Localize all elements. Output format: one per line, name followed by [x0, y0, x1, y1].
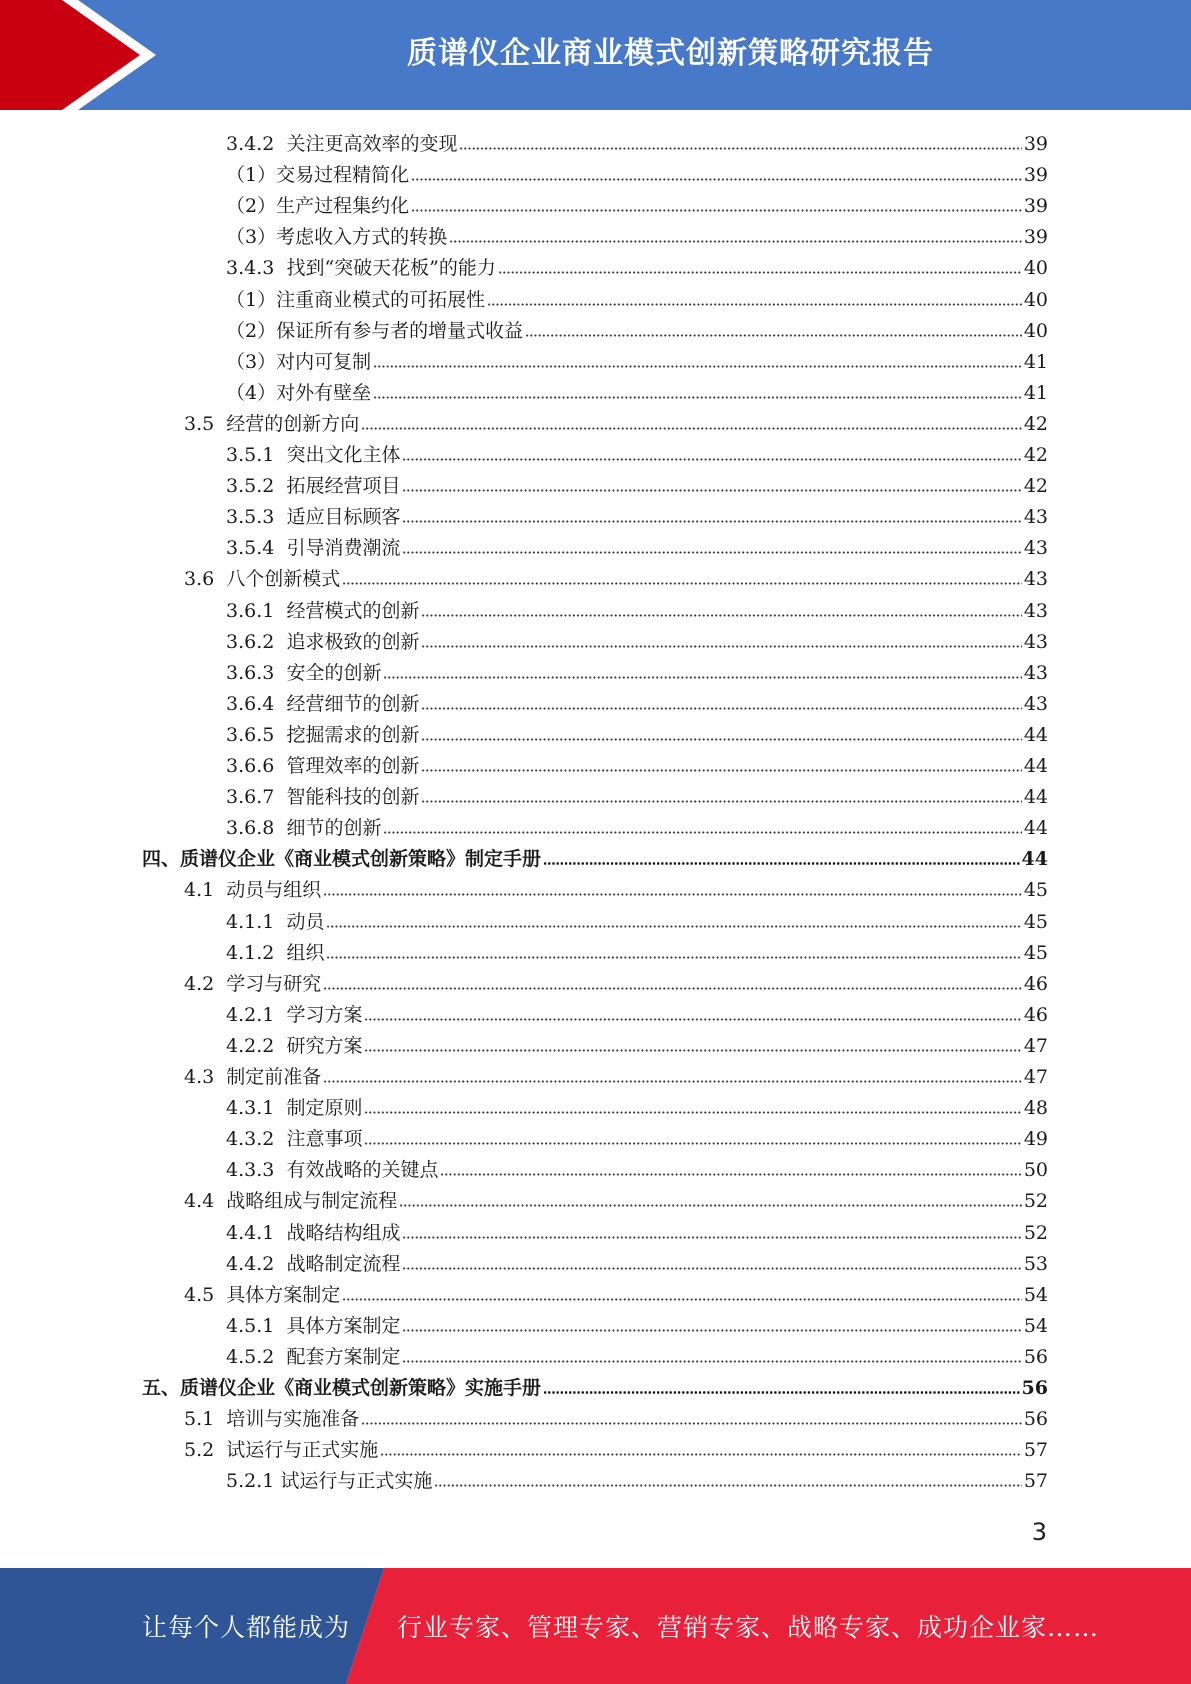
toc-entry[interactable]	[226, 688, 1048, 719]
toc-dot-leader	[411, 209, 1022, 212]
footer-slogan-left: 让每个人都能成为	[142, 1613, 351, 1642]
toc-dot-leader	[525, 334, 1022, 337]
toc-entry-title: 注重商业模式的可拓展性	[276, 288, 486, 311]
toc-entry-page: 42	[1023, 444, 1048, 466]
toc-entry-title: 安全的创新	[286, 661, 382, 684]
toc-entry-page: 43	[1023, 661, 1048, 684]
toc-entry-title: 试运行与正式实施	[226, 1439, 379, 1462]
toc-entry-page: 44	[1023, 723, 1048, 746]
toc-entry-number: 4.2.2	[226, 1034, 287, 1057]
toc-entry-title: 组织	[286, 941, 325, 964]
toc-dot-leader	[323, 1080, 1022, 1083]
toc-dot-leader	[421, 738, 1021, 741]
toc-entry-title: 细节的创新	[286, 817, 382, 840]
toc-dot-leader	[361, 427, 1022, 430]
toc-entry-page: 44	[1021, 848, 1048, 871]
toc-entry-title: 学习与研究	[226, 972, 322, 995]
toc-entry-title: 研究方案	[286, 1034, 363, 1057]
toc-entry[interactable]	[226, 439, 1048, 470]
toc-entry-page: 54	[1023, 1283, 1048, 1306]
toc-entry[interactable]	[142, 843, 1048, 874]
toc-entry-number: 4.3.1	[226, 1097, 287, 1120]
toc-entry-title: 培训与实施准备	[226, 1408, 360, 1431]
page-header	[0, 0, 1191, 110]
toc-entry-title: 学习方案	[286, 1003, 363, 1026]
toc-entry-title: 考虑收入方式的转换	[276, 226, 448, 249]
toc-entry-number: 3.6.7	[226, 786, 287, 809]
toc-entry-title: 拓展经营项目	[286, 475, 401, 498]
toc-entry-title: 具体方案制定	[226, 1283, 341, 1306]
toc-dot-leader	[326, 956, 1021, 959]
toc-dot-leader	[440, 1173, 1021, 1176]
toc-entry[interactable]	[226, 1092, 1048, 1123]
toc-entry-page: 52	[1023, 1190, 1048, 1213]
toc-entry[interactable]	[184, 408, 1048, 439]
toc-entry-page: 42	[1023, 475, 1048, 498]
toc-entry-page: 43	[1023, 506, 1048, 529]
toc-entry[interactable]	[184, 968, 1048, 999]
toc-entry-page: 42	[1023, 412, 1048, 435]
toc-entry-number: 5.2	[184, 1439, 227, 1462]
toc-dot-leader	[323, 987, 1022, 990]
toc-entry-title: 制定原则	[286, 1097, 363, 1120]
toc-entry-number: 4.2	[184, 972, 227, 995]
toc-dot-leader	[402, 1329, 1021, 1332]
toc-entry-number: 3.6.3	[226, 661, 287, 684]
toc-entry-page: 48	[1023, 1097, 1048, 1120]
toc-entry-title: 战略制定流程	[286, 1252, 401, 1275]
toc-entry-page: 57	[1023, 1439, 1048, 1462]
toc-entry-page: 45	[1023, 941, 1048, 964]
page-number: 3	[1031, 1518, 1047, 1546]
toc-entry-page: 45	[1023, 879, 1048, 902]
toc-dot-leader	[449, 240, 1022, 243]
toc-entry-number: 4.4.2	[226, 1252, 287, 1275]
toc-dot-leader	[383, 831, 1021, 834]
toc-entry-title: 有效战略的关键点	[286, 1159, 439, 1182]
toc-entry-page: 46	[1023, 1003, 1048, 1026]
toc-entry-page: 49	[1023, 1128, 1048, 1151]
toc-entry-title: 动员与组织	[226, 879, 322, 902]
toc-entry-number: 3.6.2	[226, 630, 287, 653]
toc-entry-page: 41	[1023, 350, 1048, 373]
toc-entry-number: 3.6.8	[226, 817, 287, 840]
toc-entry-page: 44	[1023, 817, 1048, 840]
toc-entry[interactable]	[226, 252, 1048, 283]
toc-entry-number: 5.2.1	[226, 1470, 281, 1493]
toc-entry-page: 43	[1023, 599, 1048, 622]
toc-entry[interactable]	[226, 221, 1048, 252]
toc-entry-page: 39	[1023, 164, 1048, 187]
toc-entry-title: 经营细节的创新	[286, 692, 420, 715]
toc-dot-leader	[364, 1018, 1021, 1021]
toc-entry-number: （3）	[226, 226, 277, 249]
toc-entry[interactable]	[226, 1123, 1048, 1154]
toc-entry[interactable]	[226, 812, 1048, 843]
toc-entry-title: 经营的创新方向	[226, 412, 360, 435]
toc-entry-number: 3.4.2	[226, 133, 287, 155]
toc-entry-page: 43	[1023, 537, 1048, 560]
toc-entry[interactable]	[226, 626, 1048, 657]
toc-entry-page: 46	[1023, 972, 1048, 995]
toc-entry-number: （3）	[226, 350, 277, 373]
toc-entry-number: 3.5.1	[226, 444, 287, 466]
toc-entry-title: 对内可复制	[276, 350, 372, 373]
toc-entry-title: 挖掘需求的创新	[286, 723, 420, 746]
toc-dot-leader	[411, 178, 1022, 181]
toc-entry[interactable]	[226, 1030, 1048, 1061]
toc-entry-number: 3.6.6	[226, 755, 287, 777]
toc-entry[interactable]	[226, 1154, 1048, 1185]
toc-entry-page: 39	[1023, 133, 1048, 155]
toc-dot-leader	[402, 489, 1021, 492]
toc-entry-page: 40	[1023, 288, 1048, 311]
footer-slogan-right: 行业专家、管理专家、营销专家、战略专家、成功企业家……	[397, 1613, 1100, 1642]
toc-entry[interactable]	[226, 190, 1048, 221]
toc-dot-leader	[364, 1142, 1021, 1145]
toc-entry-page: 41	[1023, 381, 1048, 404]
toc-dot-leader	[383, 676, 1021, 679]
toc-entry[interactable]	[226, 657, 1048, 688]
toc-dot-leader	[342, 582, 1022, 585]
toc-entry[interactable]	[184, 874, 1048, 905]
toc-entry[interactable]	[226, 906, 1048, 937]
toc-entry-page: 45	[1023, 910, 1048, 933]
toc-entry-title: 生产过程集约化	[276, 195, 410, 218]
toc-dot-leader	[361, 1422, 1022, 1425]
toc-entry[interactable]	[226, 346, 1048, 377]
toc-entry[interactable]	[226, 1465, 1048, 1496]
toc-dot-leader	[421, 769, 1021, 772]
toc-entry-number: 4.2.1	[226, 1003, 287, 1026]
toc-entry-page: 43	[1023, 568, 1048, 591]
toc-entry-page: 40	[1023, 319, 1048, 342]
toc-entry-page: 56	[1023, 1408, 1048, 1431]
toc-dot-leader	[459, 147, 1021, 150]
toc-entry-page: 43	[1023, 692, 1048, 715]
toc-entry-number: （2）	[226, 319, 277, 342]
toc-entry-page: 54	[1023, 1314, 1048, 1337]
toc-dot-leader	[402, 1267, 1021, 1270]
toc-entry-number: 4.3.2	[226, 1128, 287, 1151]
toc-entry-number: 4.1.2	[226, 941, 287, 964]
toc-entry-title: 质谱仪企业《商业模式创新策略》制定手册	[180, 848, 542, 871]
report-title: 质谱仪企业商业模式创新策略研究报告	[407, 36, 934, 71]
toc-entry[interactable]	[226, 1217, 1048, 1248]
toc-dot-leader	[402, 520, 1021, 523]
toc-dot-leader	[326, 925, 1021, 928]
toc-entry-number: 4.3	[184, 1066, 227, 1088]
toc-entry-number: （1）	[226, 164, 277, 187]
toc-entry[interactable]	[226, 1341, 1048, 1372]
toc-entry-title: 质谱仪企业《商业模式创新策略》实施手册	[180, 1377, 542, 1399]
toc-entry-title: 配套方案制定	[286, 1345, 401, 1368]
toc-entry-number: 3.5.4	[226, 537, 287, 560]
toc-dot-leader	[421, 614, 1021, 617]
toc-entry[interactable]	[226, 159, 1048, 190]
toc-dot-leader	[421, 800, 1021, 803]
toc-entry-title: 注意事项	[286, 1128, 363, 1151]
toc-entry[interactable]	[226, 1248, 1048, 1279]
toc-entry[interactable]	[184, 563, 1048, 594]
toc-entry-number: 3.6.1	[226, 599, 287, 622]
toc-entry-number: 3.5	[184, 412, 227, 435]
toc-entry[interactable]	[226, 501, 1048, 532]
toc-entry[interactable]	[184, 1279, 1048, 1310]
toc-entry-page: 47	[1023, 1034, 1048, 1057]
toc-entry-number: （1）	[226, 288, 277, 311]
toc-entry[interactable]	[226, 595, 1048, 626]
toc-entry-page: 50	[1023, 1159, 1048, 1182]
toc-dot-leader	[364, 1049, 1021, 1052]
toc-entry-number: 4.5.2	[226, 1345, 287, 1368]
toc-entry-number: （4）	[226, 381, 277, 404]
toc-dot-leader	[342, 1298, 1022, 1301]
toc-dot-leader	[402, 1236, 1021, 1239]
toc-entry-title: 动员	[286, 910, 325, 933]
toc-dot-leader	[373, 365, 1022, 368]
toc-entry-title: 关注更高效率的变现	[286, 133, 458, 155]
toc-entry-number: 四、	[142, 848, 181, 871]
toc-entry[interactable]	[226, 315, 1048, 346]
toc-entry-number: 4.4.1	[226, 1221, 287, 1244]
toc-entry-number: 4.4	[184, 1190, 227, 1213]
toc-dot-leader	[402, 551, 1021, 554]
toc-entry-title: 经营模式的创新	[286, 599, 420, 622]
toc-entry-page: 52	[1023, 1221, 1048, 1244]
toc-entry-title: 追求极致的创新	[286, 630, 420, 653]
toc-entry[interactable]	[184, 1434, 1048, 1465]
toc-dot-leader	[323, 893, 1022, 896]
toc-dot-leader	[364, 1111, 1021, 1114]
toc-entry-page: 56	[1021, 1377, 1048, 1399]
toc-dot-leader	[498, 271, 1022, 274]
toc-entry[interactable]	[226, 377, 1048, 408]
toc-entry-title: 战略结构组成	[286, 1221, 401, 1244]
toc-entry[interactable]	[226, 719, 1048, 750]
toc-entry[interactable]	[226, 470, 1048, 501]
toc-entry-title: 制定前准备	[226, 1066, 322, 1088]
toc-entry-number: 4.5	[184, 1283, 227, 1306]
toc-entry-title: 交易过程精简化	[276, 164, 410, 187]
toc-entry-page: 53	[1023, 1252, 1048, 1275]
toc-entry-number: 3.6	[184, 568, 227, 591]
toc-entry[interactable]	[226, 999, 1048, 1030]
toc-entry-number: 3.5.3	[226, 506, 287, 529]
toc-entry[interactable]	[184, 1185, 1048, 1216]
toc-entry[interactable]	[142, 1372, 1048, 1403]
toc-entry[interactable]	[226, 937, 1048, 968]
toc-entry[interactable]	[184, 1061, 1048, 1092]
toc-entry-title: 具体方案制定	[286, 1314, 401, 1337]
toc-entry-title: 试运行与正式实施	[280, 1470, 433, 1493]
toc-dot-leader	[543, 1391, 1020, 1394]
toc-entry-number: 4.1.1	[226, 910, 287, 933]
toc-entry-title: 智能科技的创新	[286, 786, 420, 809]
toc-entry[interactable]	[226, 284, 1048, 315]
toc-dot-leader	[380, 1453, 1022, 1456]
toc-entry-title: 适应目标顾客	[286, 506, 401, 529]
toc-entry-number: 3.4.3	[226, 257, 287, 280]
toc-entry[interactable]	[226, 1310, 1048, 1341]
toc-entry-number: 3.6.5	[226, 723, 287, 746]
toc-dot-leader	[402, 458, 1021, 461]
toc-entry-title: 对外有壁垒	[276, 381, 372, 404]
toc-entry-title: 突出文化主体	[286, 444, 401, 466]
toc-dot-leader	[402, 1360, 1021, 1363]
toc-entry-number: 4.5.1	[226, 1314, 287, 1337]
toc-entry-page: 40	[1023, 257, 1048, 280]
toc-entry-number: 3.5.2	[226, 475, 287, 498]
toc-dot-leader	[421, 707, 1021, 710]
toc-entry-number: 4.3.3	[226, 1159, 287, 1182]
toc-entry[interactable]	[226, 750, 1048, 781]
toc-entry-title: 八个创新模式	[226, 568, 341, 591]
toc-entry-page: 44	[1023, 786, 1048, 809]
toc-entry-page: 47	[1023, 1066, 1048, 1088]
toc-dot-leader	[421, 645, 1021, 648]
toc-entry-page: 56	[1023, 1345, 1048, 1368]
toc-dot-leader	[487, 303, 1022, 306]
toc-entry-title: 找到“突破天花板”的能力	[286, 257, 496, 280]
toc-entry[interactable]	[226, 128, 1048, 159]
toc-entry-title: 战略组成与制定流程	[226, 1190, 398, 1213]
toc-entry-title: 管理效率的创新	[286, 755, 420, 777]
toc-entry[interactable]	[184, 1403, 1048, 1434]
toc-entry-title: 保证所有参与者的增量式收益	[276, 319, 524, 342]
toc-entry-title: 引导消费潮流	[286, 537, 401, 560]
toc-entry-number: 5.1	[184, 1408, 227, 1431]
toc-entry-page: 43	[1023, 630, 1048, 653]
toc-entry[interactable]	[226, 532, 1048, 563]
toc-entry-page: 44	[1023, 755, 1048, 777]
toc-entry-number: 4.1	[184, 879, 227, 902]
toc-entry-page: 39	[1023, 195, 1048, 218]
toc-entry[interactable]	[226, 781, 1048, 812]
page-footer	[0, 1568, 1191, 1684]
toc-dot-leader	[543, 862, 1020, 865]
toc-entry-number: 五、	[142, 1377, 181, 1399]
toc-entry-number: 3.6.4	[226, 692, 287, 715]
toc-dot-leader	[373, 396, 1022, 399]
toc-dot-leader	[399, 1204, 1022, 1207]
toc-entry-number: （2）	[226, 195, 277, 218]
toc-dot-leader	[434, 1484, 1021, 1487]
toc-entry-page: 57	[1023, 1470, 1048, 1493]
toc-entry-page: 39	[1023, 226, 1048, 249]
